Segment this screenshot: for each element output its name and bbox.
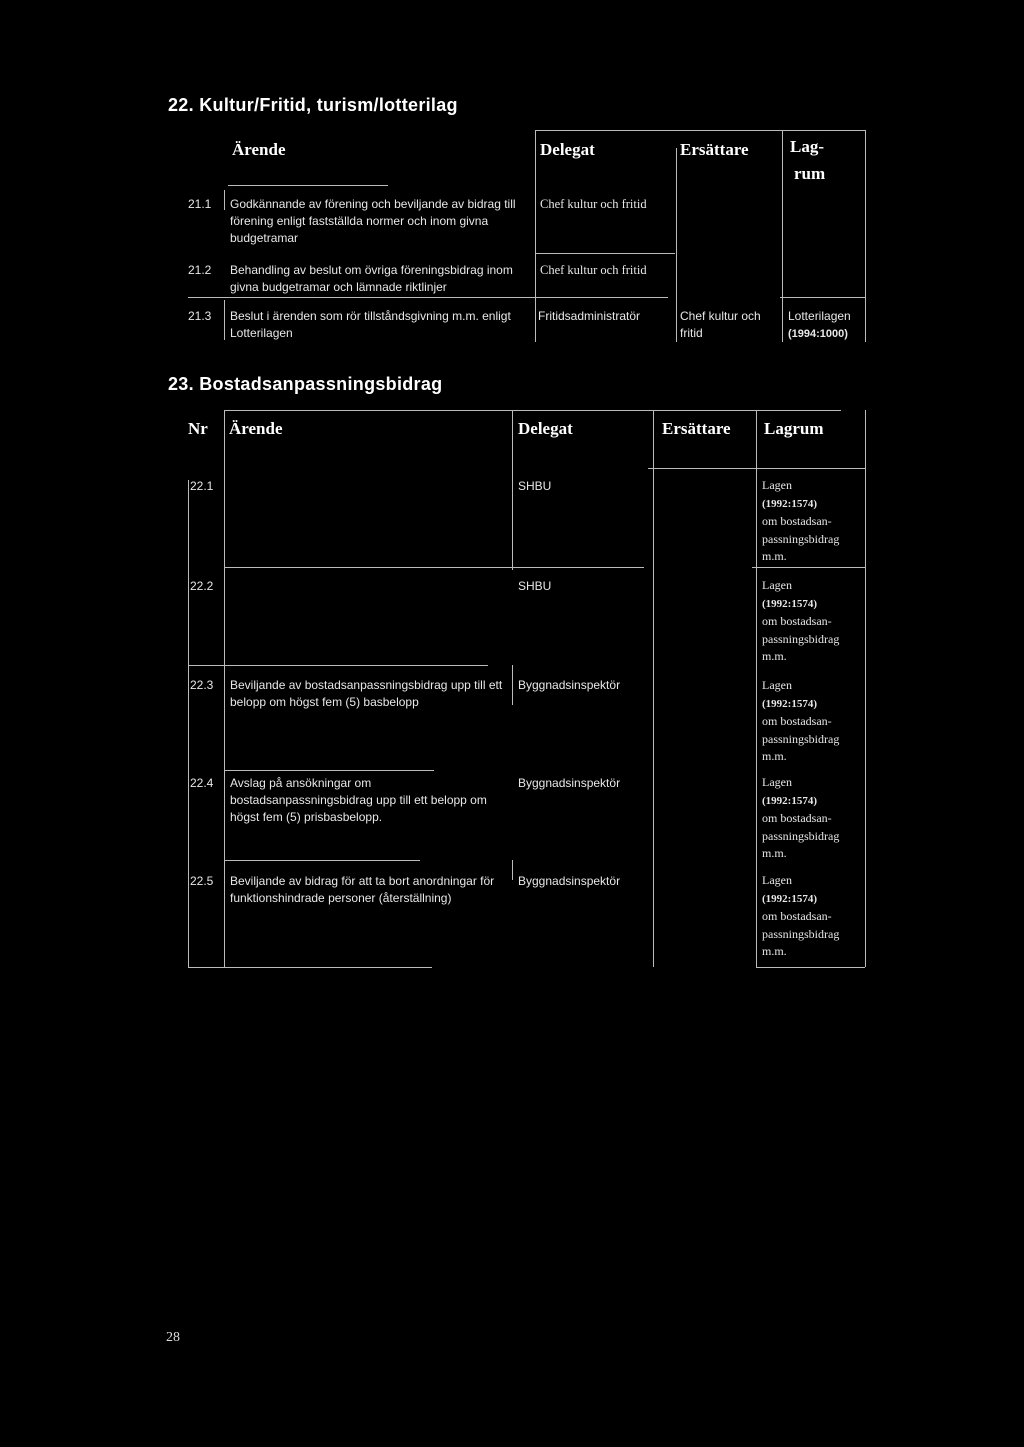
s23-row-delegat: SHBU [518, 479, 552, 493]
s22-header-ersattare: Ersättare [680, 140, 749, 159]
s23-row-arende: Beviljande av bostadsanpassningsbidrag upp till ett belopp om högst fem (5) basbelopp [230, 678, 503, 709]
s23-row-nr: 22.3 [190, 678, 214, 692]
s23-bottom-rule [188, 967, 432, 968]
law-year: (1992:1574) [762, 497, 817, 510]
law-name: Lagen [762, 678, 792, 692]
law-rest: om bostadsan- [762, 909, 832, 923]
law-rest: om bostadsan- [762, 811, 832, 825]
s23-bottom-rule [756, 967, 865, 968]
s23-row-divider [188, 665, 488, 666]
law-rest: m.m. [762, 944, 787, 958]
law-name: Lagen [762, 578, 792, 592]
s23-row-lagrum [762, 774, 839, 863]
s22-header-arende: Ärende [232, 140, 286, 159]
s23-col-line [224, 410, 225, 967]
s23-row-divider [224, 860, 420, 861]
law-name: Lagen [762, 775, 792, 789]
s23-top-rule [224, 410, 841, 411]
law-year: (1992:1574) [762, 697, 817, 710]
law-rest: m.m. [762, 649, 787, 663]
s23-col-line [512, 665, 513, 705]
s23-row-lagrum [762, 677, 839, 766]
s22-header-lagrum-1: Lag- [790, 137, 824, 156]
s23-row-delegat: SHBU [518, 579, 552, 593]
s22-col-line [224, 190, 225, 210]
s22-row-lagrum-name: Lotterilagen [788, 309, 851, 323]
s22-row-arende: Godkännande av förening och beviljande av bidrag till förening enligt fastställda normer och inom givna budgetramar [230, 197, 516, 245]
s23-col-line [653, 410, 654, 967]
s22-row-arende: Behandling av beslut om övriga föreningsbidrag inom givna budgetramar och lämnade riktlinjer [230, 263, 513, 294]
s22-col-line [224, 300, 225, 340]
s23-row-lagrum [762, 477, 839, 566]
law-rest: passningsbidrag [762, 531, 840, 546]
s23-row-divider [752, 567, 865, 568]
s23-col-line [188, 480, 189, 967]
law-year: (1992:1574) [762, 794, 817, 807]
s22-row-delegat: Fritidsadministratör [538, 309, 641, 323]
s23-col-line [756, 410, 757, 967]
s23-row-nr: 22.5 [190, 874, 214, 888]
s23-row-nr: 22.1 [190, 479, 214, 493]
s22-header-lagrum-2: rum [794, 164, 826, 183]
s23-header-ersattare: Ersättare [662, 419, 731, 438]
law-rest: passningsbidrag [762, 926, 840, 941]
law-rest: om bostadsan- [762, 614, 832, 628]
s23-col-line [512, 860, 513, 880]
law-name: Lagen [762, 478, 792, 492]
law-rest: m.m. [762, 749, 787, 763]
page-number: 28 [166, 1330, 180, 1345]
law-rest: m.m. [762, 846, 787, 860]
section-22-title: 22. Kultur/Fritid, turism/lotterilag [168, 95, 458, 115]
s23-header-arende: Ärende [229, 419, 283, 438]
s22-col-line [535, 130, 536, 342]
section-23-title: 23. Bostadsanpassningsbidrag [168, 374, 443, 394]
s23-row-lagrum [762, 577, 839, 666]
s23-row-nr: 22.4 [190, 776, 214, 790]
s23-header-delegat: Delegat [518, 419, 573, 438]
s22-row-nr: 21.1 [188, 197, 212, 211]
law-name: Lagen [762, 873, 792, 887]
law-rest: om bostadsan- [762, 514, 832, 528]
s22-row-lagrum [788, 308, 868, 343]
law-rest: passningsbidrag [762, 731, 840, 746]
s23-row-divider [224, 567, 644, 568]
s22-header-delegat: Delegat [540, 140, 595, 159]
s22-row-delegat: Chef kultur och fritid [540, 197, 647, 211]
s22-row-arende: Beslut i ärenden som rör tillståndsgivning m.m. enligt Lotterilagen [230, 309, 511, 340]
s22-col-line [782, 130, 783, 342]
s22-row-nr: 21.2 [188, 263, 212, 277]
s23-row-delegat: Byggnadsinspektör [518, 874, 621, 888]
s22-header-underline [228, 185, 388, 186]
law-rest: om bostadsan- [762, 714, 832, 728]
s23-col-line [512, 410, 513, 570]
s22-row-ersattare: Chef kultur och fritid [680, 309, 761, 340]
s23-header-nr: Nr [188, 419, 208, 438]
law-year: (1992:1574) [762, 892, 817, 905]
s23-row-arende: Beviljande av bidrag för att ta bort anordningar för funktionshindrade personer (återställning) [230, 874, 495, 905]
s23-col-line [865, 410, 866, 967]
law-rest: passningsbidrag [762, 828, 840, 843]
law-rest: passningsbidrag [762, 631, 840, 646]
s23-row-arende: Avslag på ansökningar om bostadsanpassningsbidrag upp till ett belopp om högst fem (5) prisbasbelopp. [230, 776, 487, 824]
s22-row-divider [780, 297, 865, 298]
s22-row-divider [188, 297, 668, 298]
s23-header-lagrum: Lagrum [764, 419, 824, 438]
s22-row-lagrum-year: (1994:1000) [788, 328, 848, 340]
s23-row-divider [224, 770, 434, 771]
s22-row-divider [535, 253, 675, 254]
s23-row-lagrum [762, 872, 839, 961]
s23-row-delegat: Byggnadsinspektör [518, 776, 621, 790]
s22-top-rule [535, 130, 865, 131]
s23-row-nr: 22.2 [190, 579, 214, 593]
law-year: (1992:1574) [762, 597, 817, 610]
law-rest: m.m. [762, 549, 787, 563]
s22-row-nr: 21.3 [188, 309, 212, 323]
s23-row-delegat: Byggnadsinspektör [518, 678, 621, 692]
s22-row-delegat: Chef kultur och fritid [540, 263, 647, 277]
